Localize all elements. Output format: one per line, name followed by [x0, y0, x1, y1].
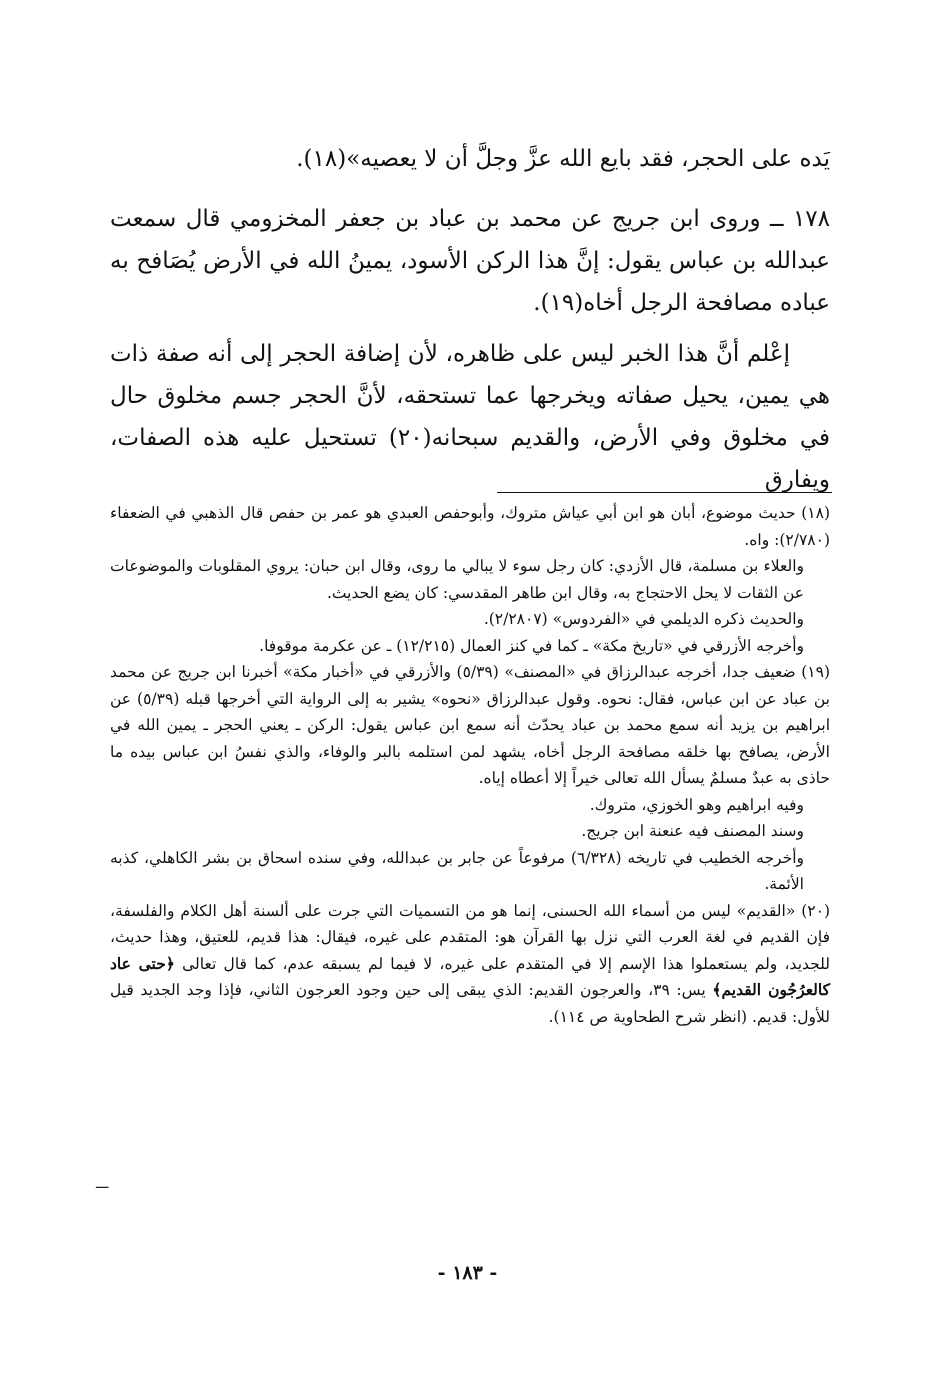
- footnote-20-text-a: (٢٠) «القديم» ليس من أسماء الله الحسنى، إنما هو من التسميات التي جرت على ألسنة أهل الكلام والفلسفة، فإن القديم في لغة العرب التي نزل بها القرآن هو: المتقدم على غيره، فيقال: هذا قديم، للعتيق، وهذا حديث، للجديد، ولم يستعملوا هذا الإسم إلا في المتقدم على غيره، لا فيما لم يسبقه عدم، كما قال تعالى: [110, 901, 830, 973]
- explanation-text: إعْلم أنَّ هذا الخبر ليس على ظاهره، لأن إضافة الحجر إلى أنه صفة ذات هي يمين، يحيل صفاته ويخرجها عما تستحقه، لأنَّ الحجر جسم مخلوق حال في مخلوق وفي الأرض، والقديم سبحانه(٢٠) تستحيل عليه هذه الصفات، ويفارق: [110, 341, 830, 493]
- footnote-18: [110, 500, 830, 659]
- footnote-line: [110, 898, 830, 1031]
- paragraph-178-tail: [110, 138, 830, 180]
- quran-quote: ﴿حتى عاد كالعرُجُون القديم﴾: [110, 953, 830, 999]
- page-number: - ١٨٣ -: [437, 1262, 498, 1284]
- explanation-paragraph: [110, 333, 830, 501]
- footnote-line: والعلاء بن مسلمة، قال الأزدي: كان رجل سوء لا يبالي ما روى، وقال ابن حبان: يروي المقلوبات والموضوعات عن الثقات لا يحل الاحتجاج به، وقال ابن طاهر المقدسي: كان يضع الحديث.: [110, 557, 804, 602]
- paragraph-178-tail-text: يَده على الحجر، فقد بايع الله عزَّ وجلَّ أن لا يعصيه»(١٨).: [296, 146, 830, 172]
- footnote-line: وفيه ابراهيم وهو الخوزي، متروك.: [589, 795, 804, 814]
- footnote-19: [110, 659, 830, 898]
- footnotes-section: [110, 500, 830, 1030]
- footnote-20-text-b: يس: ٣٩، والعرجون القديم: الذي يبقى إلى حين وجود العرجون الثاني، فإذا وجد الجديد قيل للأول: قديم. (انظر شرح الطحاوية ص ١١٤).: [110, 981, 830, 1026]
- paragraph-178-text: ــ وروى ابن جريج عن محمد بن عباد بن جعفر المخزومي قال سمعت عبدالله بن عباس يقول: إنَّ هذا الركن الأسود، يمينُ الله في الأرض يُصَافح به عباده مصافحة الرجل أخاه(١٩).: [110, 206, 830, 316]
- hadith-number: ١٧٨: [792, 206, 830, 232]
- footnote-divider: [497, 492, 832, 493]
- footnote-line: والحديث ذكره الديلمي في «الفردوس» (٢/٢٨٠٧).: [483, 610, 804, 628]
- footnote-line: (١٩) ضعيف جدا، أخرجه عبدالرزاق في «المصنف» (٥/٣٩) والأزرقي في «أخبار مكة» أخبرنا ابن جريج عن محمد بن عباد عن ابن عباس، فقال: نحوه. وقول عبدالرزاق «نحوه» يشير به إلى الرواية التي أخرجها قبله (٥/٣٩) عن ابراهيم بن يزيد أنه سمع محمد بن عباد يحدّث أنه سمع ابن عباس يقول: الركن ـ يعني الحجر ـ يمين الله في الأرض، يصافح بها خلقه مصافحة الرجل أخاه، يشهد لمن استلمه بالبر والوفاء، والذي نفسُ ابن عباس بيده ما حاذى به عبدٌ مسلمٌ يسأل الله تعالى خيراً إلا أعطاه إياه.: [110, 663, 830, 787]
- paragraph-178: [110, 198, 830, 324]
- margin-mark: ـــ: [96, 1176, 109, 1192]
- footnote-line: (١٨) حديث موضوع، أبان هو ابن أبي عياش متروك، وأبوحفص العبدي هو عمر بن حفص قال الذهبي في الضعفاء (٢/٧٨٠): واه.: [110, 504, 830, 549]
- footnote-line: وأخرجه الخطيب في تاريخه (٦/٣٢٨) مرفوعاً عن جابر بن عبدالله، وفي سنده اسحاق بن بشر الكاهلي، كذبه الأئمة.: [110, 848, 804, 893]
- footnote-line: وسند المصنف فيه عنعنة ابن جريج.: [581, 822, 804, 840]
- footnote-line: وأخرجه الأزرقي في «تاريخ مكة» ـ كما في كنز العمال (١٢/٢١٥) ـ عن عكرمة موقوفا.: [259, 636, 804, 655]
- footnote-20: [110, 898, 830, 1031]
